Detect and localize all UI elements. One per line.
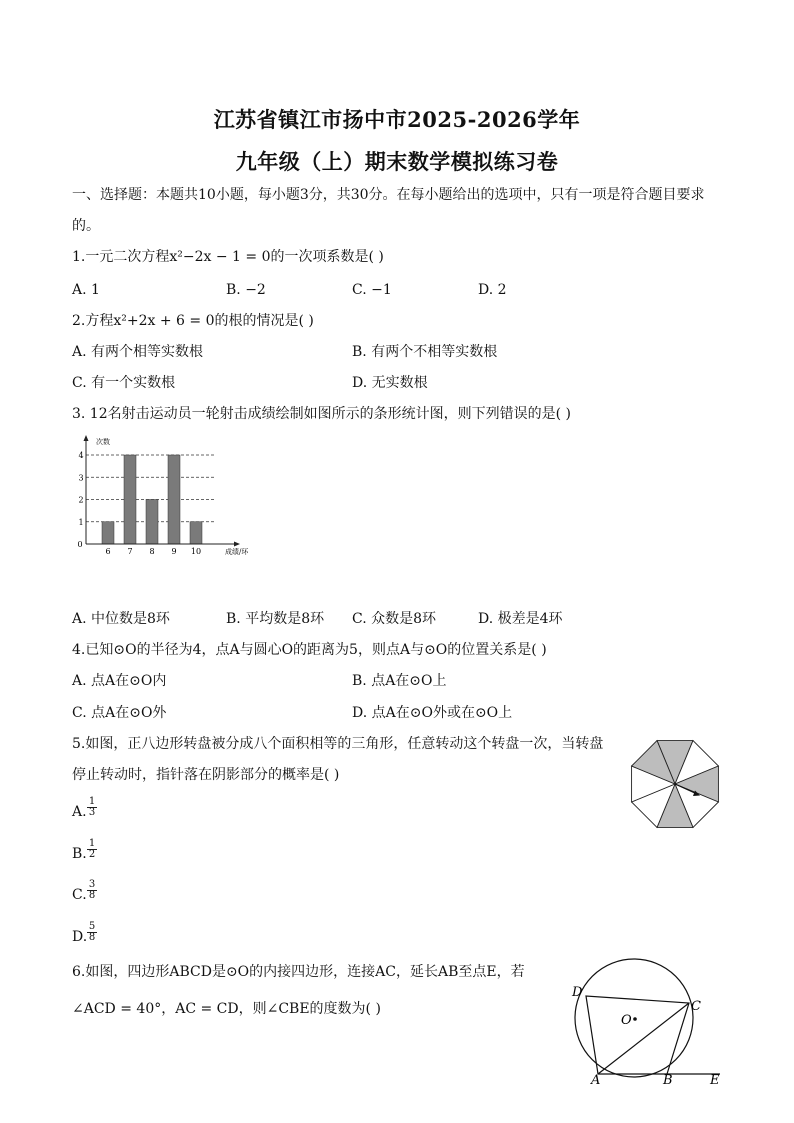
- q2-option-c[interactable]: C. 有一个实数根: [72, 375, 176, 391]
- bar-score-7: [124, 455, 136, 544]
- q6-stem-line1: 6.如图，四边形ABCD是⊙O的内接四边形，连接AC，延长AB至点E，若: [72, 964, 525, 980]
- q2-stem: 2.方程x²+2x + 6 = 0的根的情况是( ): [72, 313, 314, 329]
- exam-title-line1: 江苏省镇江市扬中市2025-2026学年: [213, 107, 581, 132]
- q5-option-a-fraction: [87, 797, 97, 818]
- q2-option-a[interactable]: A. 有两个相等实数根: [72, 344, 204, 360]
- q1-option-a[interactable]: A. 1: [72, 282, 100, 298]
- x-axis-label: 成绩/环: [225, 548, 249, 556]
- inscribed-quadrilateral-figure: [565, 958, 730, 1088]
- y-axis-label: 次数: [96, 438, 110, 446]
- q5-option-b-label[interactable]: B.: [72, 846, 87, 862]
- q2-option-d[interactable]: D. 无实数根: [352, 375, 428, 391]
- bar-score-9: [168, 455, 180, 544]
- label-a: A: [591, 1073, 601, 1088]
- q5-option-c-label[interactable]: C.: [72, 887, 87, 903]
- q4-stem: 4.已知⊙O的半径为4，点A与圆心O的距离为5，则点A与⊙O的位置关系是( ): [72, 642, 547, 658]
- q5-option-b-fraction: [87, 839, 97, 860]
- q6-stem-line2: ∠ACD = 40°，AC = CD，则∠CBE的度数为( ): [72, 1001, 381, 1017]
- x-tick-label: 9: [171, 547, 177, 556]
- center-o-dot: [633, 1017, 637, 1021]
- y-tick-label: 1: [78, 517, 84, 527]
- y-tick-label: 3: [78, 473, 84, 483]
- fraction-denominator: 3: [88, 807, 96, 818]
- q1-option-d[interactable]: D. 2: [478, 282, 507, 298]
- fraction-numerator: 5: [88, 921, 96, 932]
- bar-score-8: [146, 500, 158, 545]
- bar-score-6: [102, 522, 114, 544]
- octagon-spinner-figure: [625, 734, 725, 834]
- q3-option-b[interactable]: B. 平均数是8环: [226, 611, 325, 627]
- y-tick-label: 0: [77, 540, 83, 549]
- fraction-numerator: 1: [88, 838, 96, 849]
- x-tick-label: 8: [149, 547, 155, 556]
- x-axis-arrow: [234, 542, 240, 547]
- label-o: O: [621, 1013, 632, 1028]
- q3-option-c[interactable]: C. 众数是8环: [352, 611, 437, 627]
- q3-option-d[interactable]: D. 极差是4环: [478, 611, 563, 627]
- q3-bar-chart: [70, 432, 260, 562]
- exam-title-line2: 九年级（上）期末数学模拟练习卷: [235, 149, 559, 174]
- q1-stem: 1.一元二次方程x²−2x − 1 = 0的一次项系数是( ): [72, 249, 384, 265]
- q5-stem-line2: 停止转动时，指针落在阴影部分的概率是( ): [72, 767, 340, 783]
- section-intro-line1: 一、选择题：本题共10小题，每小题3分，共30分。在每小题给出的选项中，只有一项是符合题目要求: [72, 187, 705, 203]
- q4-option-a[interactable]: A. 点A在⊙O内: [72, 673, 167, 689]
- x-tick-label: 7: [127, 547, 133, 556]
- q4-option-b[interactable]: B. 点A在⊙O上: [352, 673, 447, 689]
- q4-option-c[interactable]: C. 点A在⊙O外: [72, 705, 167, 721]
- x-tick-label: 10: [190, 547, 202, 556]
- q5-option-d-label[interactable]: D.: [72, 929, 88, 945]
- q5-option-c-fraction: [87, 880, 97, 901]
- q5-stem-line1: 5.如图，正八边形转盘被分成八个面积相等的三角形，任意转动这个转盘一次，当转盘: [72, 736, 604, 752]
- fraction-denominator: 8: [88, 932, 96, 943]
- y-tick-label: 2: [78, 495, 84, 505]
- section-intro-line2: 的。: [72, 218, 100, 234]
- q1-option-b[interactable]: B. −2: [226, 282, 266, 298]
- bar-score-10: [190, 522, 202, 544]
- q5-option-d-fraction: [87, 922, 97, 943]
- q4-option-d[interactable]: D. 点A在⊙O外或在⊙O上: [352, 705, 513, 721]
- segment-ac: [598, 1003, 689, 1074]
- fraction-numerator: 3: [88, 879, 96, 890]
- y-tick-label: 4: [78, 451, 84, 460]
- fraction-numerator: 1: [88, 796, 96, 807]
- q3-option-a[interactable]: A. 中位数是8环: [72, 611, 170, 627]
- x-tick-label: 6: [105, 547, 111, 556]
- q1-option-c[interactable]: C. −1: [352, 282, 392, 298]
- label-e: E: [710, 1073, 720, 1088]
- fraction-denominator: 2: [88, 849, 96, 860]
- q3-stem: 3. 12名射击运动员一轮射击成绩绘制如图所示的条形统计图，则下列错误的是( ): [72, 406, 571, 422]
- q2-option-b[interactable]: B. 有两个不相等实数根: [352, 344, 498, 360]
- label-c: C: [691, 999, 701, 1014]
- q5-option-a-label[interactable]: A.: [72, 804, 87, 820]
- label-d: D: [572, 985, 583, 1000]
- label-b: B: [663, 1073, 673, 1088]
- fraction-denominator: 8: [88, 890, 96, 901]
- y-axis-arrow: [84, 435, 89, 441]
